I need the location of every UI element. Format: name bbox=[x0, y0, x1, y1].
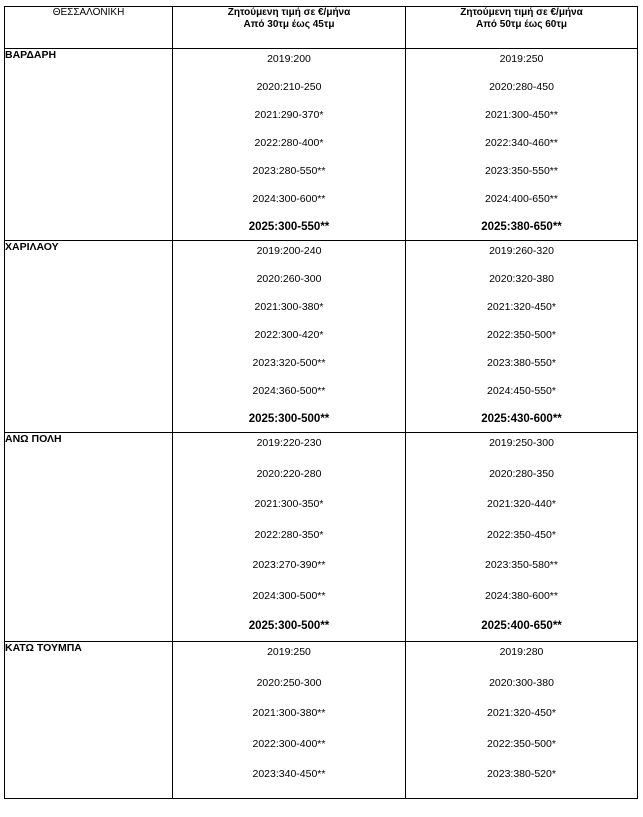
table-row bbox=[5, 241, 638, 433]
city-header: ΘΕΣΣΑΛΟΝΙΚΗ bbox=[5, 7, 173, 49]
price-entry: 2019:250 bbox=[499, 53, 544, 65]
small-apartment-prices bbox=[173, 49, 406, 241]
price-entry: 2021:290-370* bbox=[254, 109, 324, 121]
price-entry: 2023:350-550** bbox=[485, 165, 558, 177]
price-entry: 2022:340-460** bbox=[485, 137, 558, 149]
small-header-line2: Από 30τμ έως 45τμ bbox=[243, 19, 335, 30]
table-row bbox=[5, 433, 638, 642]
price-entry: 2020:220-280 bbox=[256, 467, 322, 480]
price-entry: 2024:300-600** bbox=[252, 193, 326, 205]
price-entry: 2019:250 bbox=[267, 646, 311, 658]
table-row bbox=[5, 49, 638, 241]
price-entry: 2025:300-550** bbox=[248, 221, 330, 233]
price-entry: 2025:400-650** bbox=[481, 620, 562, 632]
area-name: ΧΑΡΙΛΑΟΥ bbox=[5, 241, 173, 433]
price-entry: 2020:280-350 bbox=[489, 467, 554, 480]
price-entry: 2023:350-580** bbox=[485, 559, 558, 571]
large-apartment-prices bbox=[406, 49, 638, 241]
price-entry: 2022:280-400* bbox=[254, 137, 324, 149]
table-header-row bbox=[5, 7, 638, 49]
price-entry: 2023:380-520* bbox=[487, 768, 556, 780]
small-apartment-prices bbox=[173, 241, 406, 433]
table-body bbox=[5, 49, 638, 799]
price-entry: 2021:320-450* bbox=[487, 301, 556, 313]
price-entry: 2020:300-380 bbox=[489, 676, 554, 689]
price-entry: 2019:250-300 bbox=[489, 437, 554, 449]
price-entry: 2023:380-550* bbox=[487, 357, 556, 369]
price-entry: 2024:450-550* bbox=[487, 385, 556, 397]
price-entry: 2025:300-500** bbox=[248, 413, 330, 425]
price-entry: 2022:350-500* bbox=[487, 737, 556, 750]
small-apartment-header bbox=[173, 7, 406, 49]
price-entry: 2020:260-300 bbox=[256, 273, 322, 285]
small-apartment-prices bbox=[173, 642, 406, 799]
large-apartment-header bbox=[406, 7, 638, 49]
price-entry: 2023:280-550** bbox=[252, 165, 326, 177]
price-entry: 2024:400-650** bbox=[485, 193, 558, 205]
small-apartment-prices bbox=[173, 433, 406, 642]
area-name: ΒΑΡΔΑΡΗ bbox=[5, 49, 173, 241]
price-entry: 2019:260-320 bbox=[489, 245, 554, 257]
price-entry: 2021:300-450** bbox=[485, 109, 558, 121]
price-entry: 2021:320-450* bbox=[487, 707, 556, 719]
table-row bbox=[5, 642, 638, 799]
large-apartment-prices bbox=[406, 642, 638, 799]
price-entry: 2022:300-400** bbox=[252, 737, 326, 750]
price-entry: 2021:300-350* bbox=[254, 498, 324, 510]
price-entry: 2021:300-380* bbox=[254, 301, 324, 313]
price-entry: 2025:430-600** bbox=[481, 413, 562, 425]
price-entry: 2020:250-300 bbox=[256, 676, 322, 689]
price-entry: 2023:320-500** bbox=[252, 357, 326, 369]
price-entry: 2023:340-450** bbox=[252, 768, 326, 780]
rent-price-table bbox=[4, 6, 638, 799]
price-entry: 2019:280 bbox=[499, 646, 544, 658]
area-name: ΑΝΩ ΠΟΛΗ bbox=[5, 433, 173, 642]
large-header-line1: Ζητούμενη τιμή σε €/μήνα bbox=[460, 7, 583, 18]
price-entry: 2022:280-350* bbox=[254, 528, 324, 541]
small-header-line1: Ζητούμενη τιμή σε €/μήνα bbox=[227, 7, 351, 18]
price-entry: 2022:350-450* bbox=[487, 528, 556, 541]
large-apartment-prices bbox=[406, 241, 638, 433]
price-entry: 2024:380-600** bbox=[485, 589, 558, 602]
area-name: ΚΑΤΩ ΤΟΥΜΠΑ bbox=[5, 642, 173, 799]
price-entry: 2022:300-420* bbox=[254, 329, 324, 341]
price-entry: 2021:320-440* bbox=[487, 498, 556, 510]
price-entry: 2025:300-500** bbox=[248, 620, 330, 632]
price-entry: 2024:360-500** bbox=[252, 385, 326, 397]
price-entry: 2020:320-380 bbox=[489, 273, 554, 285]
price-entry: 2019:200 bbox=[267, 53, 311, 65]
price-entry: 2021:300-380** bbox=[252, 707, 326, 719]
large-header-line2: Από 50τμ έως 60τμ bbox=[476, 19, 567, 30]
price-entry: 2019:200-240 bbox=[256, 245, 322, 257]
price-entry: 2024:300-500** bbox=[252, 589, 326, 602]
price-entry: 2019:220-230 bbox=[256, 437, 322, 449]
price-entry: 2025:380-650** bbox=[481, 221, 562, 233]
large-apartment-prices bbox=[406, 433, 638, 642]
price-entry: 2022:350-500* bbox=[487, 329, 556, 341]
price-entry: 2020:280-450 bbox=[489, 81, 554, 93]
price-entry: 2023:270-390** bbox=[252, 559, 326, 571]
price-entry: 2020:210-250 bbox=[256, 81, 322, 93]
